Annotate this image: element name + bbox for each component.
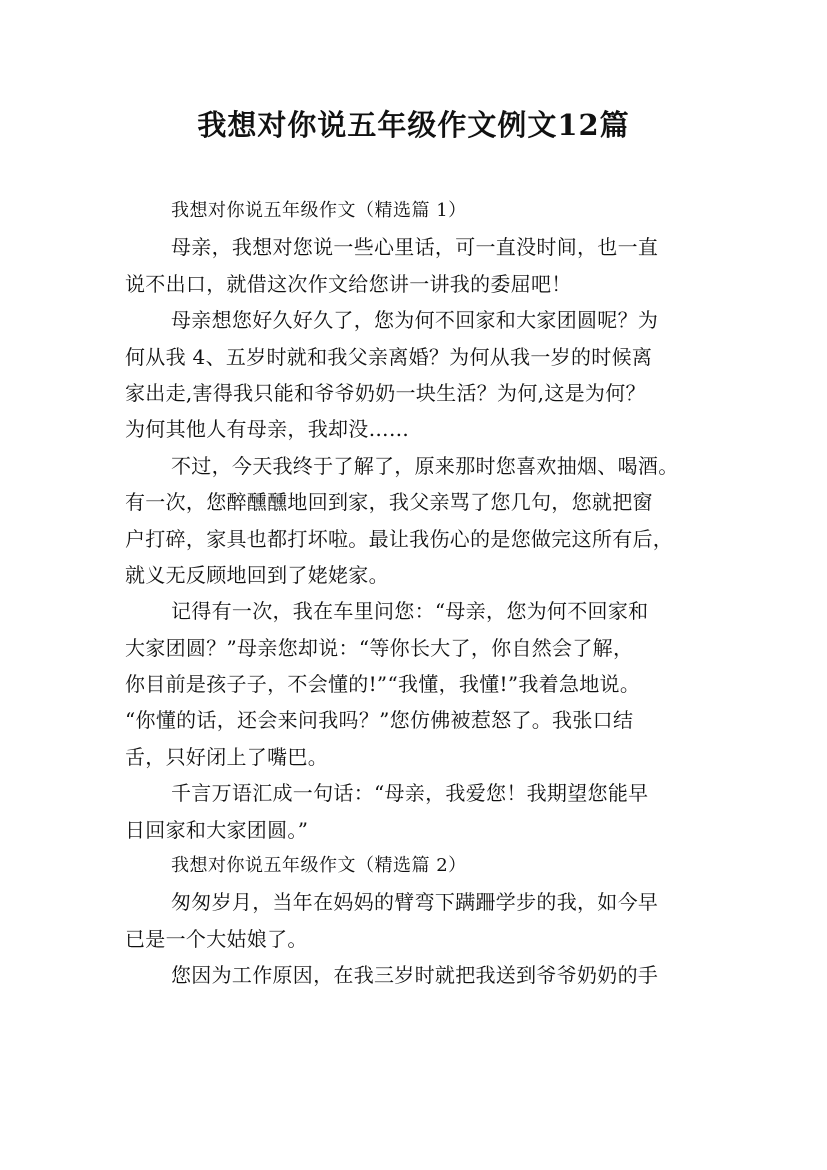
- text-line: 你目前是孩子子，不会懂的!”“我懂，我懂!”我着急地说。: [125, 672, 641, 697]
- text-line: 母亲，我想对您说一些心里话，可一直没时间，也一直: [171, 235, 659, 260]
- text-line: 户打碎，家具也都打坏啦。最让我伤心的是您做完这所有后，: [125, 526, 674, 551]
- text-line: “你懂的话，还会来问我吗？”您仿佛被惹怒了。我张口结: [125, 708, 634, 733]
- text-line: 千言万语汇成一句话：“母亲，我爱您！我期望您能早: [171, 781, 649, 806]
- section-heading: 我想对你说五年级作文（精选篇 1）: [171, 200, 467, 221]
- text-line: 家出走,害得我只能和爷爷奶奶一块生活？为何,这是为何？: [125, 380, 646, 405]
- text-line: 已是一个大姑娘了。: [125, 926, 308, 951]
- text-line: 大家团圆？”母亲您却说：“等你长大了，你自然会了解，: [125, 635, 634, 660]
- text-line: 不过，今天我终于了解了，原来那时您喜欢抽烟、喝酒。: [171, 453, 679, 478]
- text-line: 您因为工作原因，在我三岁时就把我送到爷爷奶奶的手: [171, 963, 659, 988]
- document-body: [125, 193, 715, 994]
- section-heading: 我想对你说五年级作文（精选篇 2）: [171, 855, 467, 877]
- text-line: 母亲想您好久好久了，您为何不回家和大家团圆呢？为: [171, 308, 659, 333]
- text-line: 匆匆岁月，当年在妈妈的臂弯下蹒跚学步的我，如今早: [171, 890, 659, 915]
- document-title: 我想对你说五年级作文例文12篇: [197, 108, 630, 142]
- text-line: 就义无反顾地回到了姥姥家。: [125, 562, 389, 587]
- text-line: 为何其他人有母亲，我却没……: [125, 417, 410, 442]
- text-line: 日回家和大家团圆。”: [125, 817, 309, 842]
- text-line: 何从我 4、五岁时就和我父亲离婚？为何从我一岁的时候离: [125, 344, 653, 369]
- text-line: 舌，只好闭上了嘴巴。: [125, 744, 328, 769]
- text-line: 有一次，您醉醺醺地回到家，我父亲骂了您几句，您就把窗: [125, 490, 653, 515]
- text-line: 记得有一次，我在车里问您：“母亲，您为何不回家和: [171, 599, 649, 624]
- text-line: 说不出口，就借这次作文给您讲一讲我的委屈吧！: [125, 271, 572, 296]
